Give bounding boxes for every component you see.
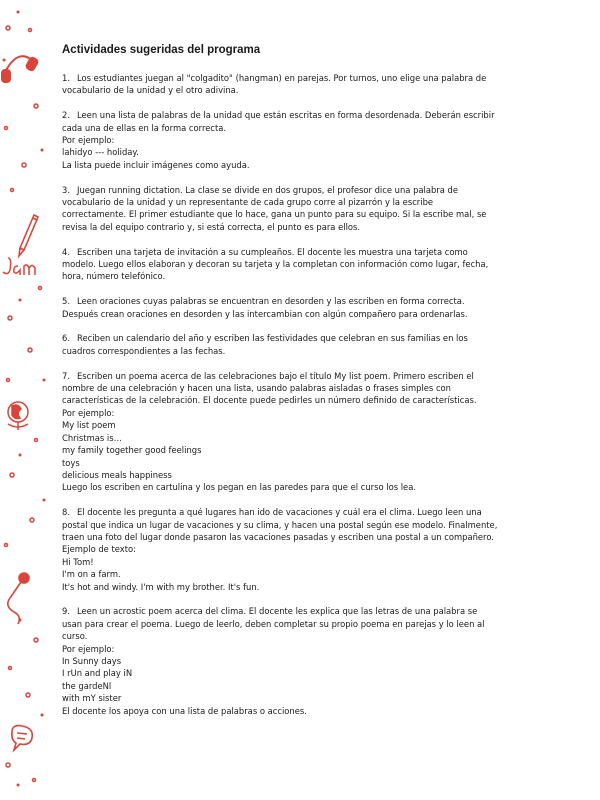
activity-line [62, 506, 532, 518]
activity-item [62, 506, 532, 593]
document-body [62, 44, 532, 729]
activity-text: Reciben un calendario del año y escriben las festividades que celebran en sus familias en los [77, 333, 468, 344]
activity-line [62, 630, 532, 642]
activity-text: Por ejemplo: [62, 135, 115, 146]
activity-text: características de la celebración. El docente puede pedirles un número definido de características. [62, 395, 477, 406]
activity-text: nombre de una celebración y hacen una lista, usando palabras aisladas o frases simples con [62, 383, 451, 394]
activity-line [62, 667, 532, 679]
activity-line [62, 208, 532, 220]
activity-line [62, 221, 532, 233]
activity-text: Luego los escriben en cartulina y los pegan en las paredes para que el curso los lea. [62, 482, 417, 493]
activity-text: with mY sister [62, 693, 122, 704]
activity-text: It's hot and windy. I'm with my brother. It's fun. [62, 581, 260, 592]
activity-line [62, 308, 532, 320]
activity-line [62, 531, 532, 543]
activity-line [62, 146, 532, 158]
activity-text: Juegan running dictation. La clase se divide en dos grupos, el profesor dice una palabra de [77, 184, 459, 195]
activity-line [62, 332, 532, 344]
activity-line [62, 382, 532, 394]
activity-text: Después crean oraciones en desorden y las intercambian con algún compañero para ordenarlas. [62, 308, 468, 319]
activity-text: modelo. Luego ellos elaboran y decoran su tarjeta y la completan con información como lugar, fecha, [62, 259, 489, 270]
activity-text: La lista puede incluir imágenes como ayuda. [62, 159, 250, 170]
activity-line [62, 109, 532, 121]
activity-text: correctamente. El primer estudiante que lo hace, gana un punto para su equipo. Si la escribe mal, se [62, 209, 487, 220]
activity-text: hora, número telefónico. [62, 271, 166, 282]
activity-line [62, 655, 532, 667]
activity-number: 7. [62, 370, 70, 381]
activity-text: Escriben un poema acerca de las celebraciones bajo el título My list poem. Primero escriben el [77, 370, 474, 381]
activity-number: 1. [62, 73, 70, 83]
activity-text: In Sunny days [62, 655, 122, 666]
activity-line [62, 159, 532, 171]
activity-line [62, 370, 532, 382]
activity-text: toys [62, 457, 80, 468]
activity-item [62, 246, 532, 283]
activity-text: curso. [62, 631, 88, 642]
activity-line [62, 519, 532, 531]
activity-line [62, 618, 532, 630]
activity-line [62, 457, 532, 469]
activity-number: 8. [62, 507, 70, 518]
activity-text: cuadros correspondientes a las fechas. [62, 345, 226, 356]
activity-line [62, 345, 532, 357]
activity-text: Por ejemplo: [62, 407, 115, 418]
activity-item [62, 184, 532, 234]
activity-line [62, 469, 532, 481]
activity-text: Ejemplo de texto: [62, 544, 136, 555]
margin-decorations [0, 0, 52, 800]
activity-line [62, 556, 532, 568]
activity-text: revisa la del equipo contrario y, si está correcta, el punto es para ellos. [62, 221, 361, 232]
activity-number: 3. [62, 184, 70, 195]
activity-text: Los estudiantes juegan al "colgadito" (hangman) en parejas. Por turnos, uno elige una palabra de [77, 73, 487, 83]
activity-item [62, 605, 532, 717]
activity-text: lahidyo --- holiday. [62, 147, 139, 158]
activity-number: 2. [62, 110, 70, 121]
activity-text: El docente los apoya con una lista de palabras o acciones. [62, 705, 307, 716]
speech-bubble-icon [12, 726, 32, 750]
jam-text-icon [3, 258, 35, 275]
activity-line [62, 270, 532, 282]
activity-text: vocabulario de la unidad y un representante de cada grupo corre al pizarrón y la escribe [62, 197, 434, 208]
activity-text: cada una de ellas en la forma correcta. [62, 122, 227, 133]
activity-line [62, 680, 532, 692]
activity-line [62, 394, 532, 406]
activity-line [62, 246, 532, 258]
activity-line [62, 72, 532, 84]
activity-item [62, 72, 532, 97]
activity-number: 6. [62, 333, 70, 344]
activity-line [62, 258, 532, 270]
activity-line [62, 543, 532, 555]
activity-line [62, 432, 532, 444]
page-title: Actividades sugeridas del programa [62, 44, 261, 56]
activity-text: I'm on a farm. [62, 569, 121, 580]
activity-line [62, 692, 532, 704]
activity-text: Christmas is… [62, 432, 122, 443]
activity-line [62, 84, 532, 96]
activity-line [62, 705, 532, 717]
activity-text: Por ejemplo: [62, 643, 115, 654]
activity-text: I rUn and play iN [62, 668, 133, 679]
activity-line [62, 122, 532, 134]
activity-line [62, 184, 532, 196]
activity-text: Leen oraciones cuyas palabras se encuentran en desorden y las escriben en forma correcta. [77, 296, 465, 307]
activity-text: the gardeNl [62, 680, 112, 691]
activity-item [62, 295, 532, 320]
activity-text: my family together good feelings [62, 445, 202, 456]
activity-text: postal que indica un lugar de vacaciones y su clima, y hacen una postal según ese modelo. Finalmente, [62, 519, 498, 530]
activity-text: Leen un acrostic poem acerca del clima. El docente les explica que las letras de una palabra se [77, 606, 478, 617]
activity-line [62, 444, 532, 456]
activity-line [62, 643, 532, 655]
activity-number: 5. [62, 296, 70, 307]
activity-line [62, 407, 532, 419]
activity-text: El docente les pregunta a qué lugares han ido de vacaciones y cuál era el clima. Luego leen una [77, 507, 482, 518]
activity-line [62, 419, 532, 431]
activity-item [62, 370, 532, 494]
activity-number: 9. [62, 606, 70, 617]
activity-line [62, 605, 532, 617]
microphone-icon [8, 573, 29, 624]
globe-icon [8, 402, 28, 430]
activity-item [62, 332, 532, 357]
activity-text: delicious meals happiness [62, 469, 172, 480]
activity-text: usan para crear el poema. Luego de leerlo, deben completar su propio poema en parejas y lo leen al [62, 618, 485, 629]
activity-item [62, 109, 532, 171]
activity-line [62, 568, 532, 580]
activity-line [62, 134, 532, 146]
activity-line [62, 295, 532, 307]
activity-text: Leen una lista de palabras de la unidad que están escritas en forma desordenada. Deberán escribir [77, 110, 495, 121]
activity-line [62, 581, 532, 593]
activity-text: My list poem [62, 420, 116, 431]
activity-line [62, 196, 532, 208]
activity-list [62, 72, 532, 717]
activity-text: Hi Tom! [62, 556, 94, 567]
pencil-icon [19, 215, 38, 256]
headphones-icon [2, 56, 38, 82]
activity-text: Escriben una tarjeta de invitación a su cumpleaños. El docente les muestra una tarjeta como [77, 246, 468, 257]
activity-text: vocabulario de la unidad y el otro adivina. [62, 85, 239, 96]
activity-text: traen una foto del lugar donde pasaron las vacaciones pasadas y escriben una postal a un compañero. [62, 531, 494, 542]
activity-line [62, 481, 532, 493]
activity-number: 4. [62, 246, 70, 257]
